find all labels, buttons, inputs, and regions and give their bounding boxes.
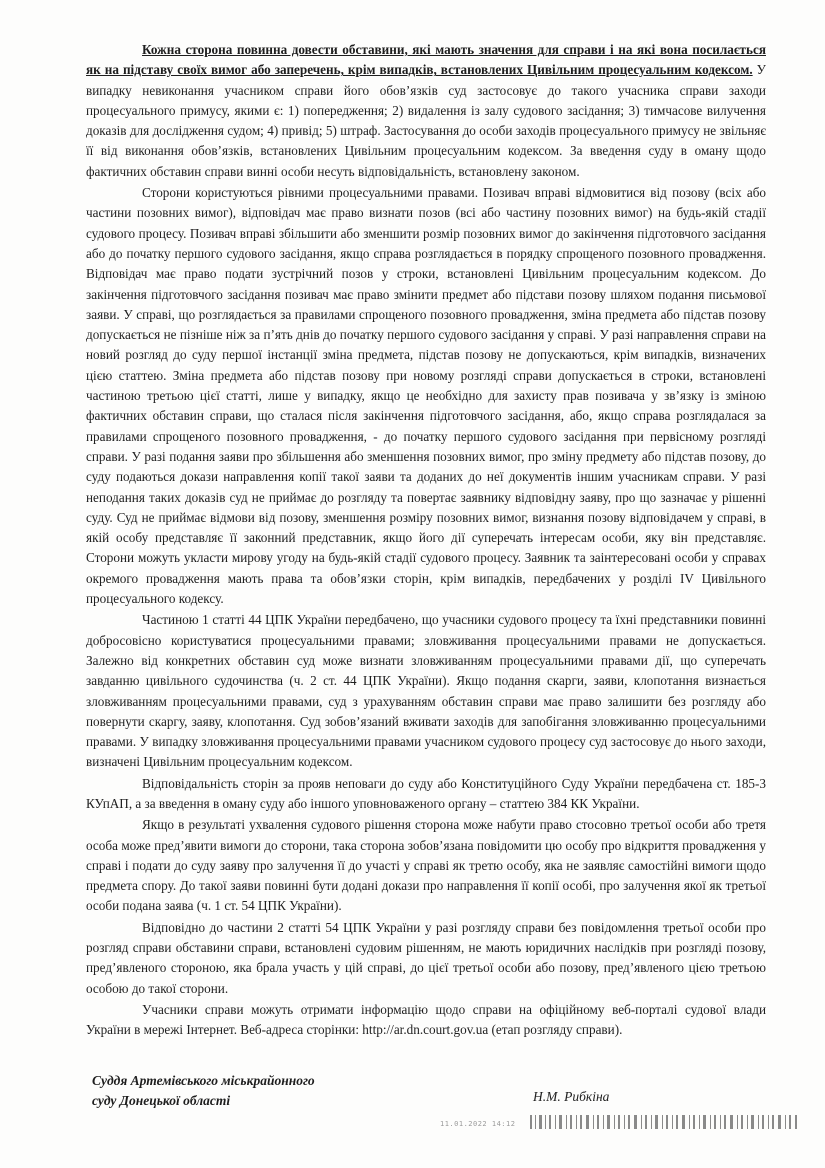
barcode-icon [530, 1113, 800, 1131]
paragraph-web-portal: Учасники справи можуть отримати інформацію щодо справи на офіційному веб-порталі судової влади України в мережі Інтернет. Веб-адреса сторінки: http://ar.dn.court.gov.ua (етап розгляду справи). [86, 1001, 766, 1038]
judge-name: Н.М. Рибкіна [533, 1089, 610, 1104]
paragraph-lead-emphasis: Кожна сторона повинна довести обставини, які мають значення для справи і на які вона посилається як на підставу своїх вимог або заперечень, крім випадків, встановлених Цивільним процесуальним кодексом. [86, 42, 766, 78]
paragraph-abuse-of-rights: Частиною 1 статті 44 ЦПК України передбачено, що учасники судового процесу та їхні представники повинні добросовісно користуватися процесуальними правами; зловживання процесуальними правами не допускається. Залежно від конкретних обставин суд може визнати зловживанням процесуальними правами дії, що суперечать завданню цивільного судочинства (ч. 2 ст. 44 ЦПК України). Якщо подання скарги, заяви, клопотання визнається зловживанням процесуальними правами, суд з урахуванням обставин справи має право залишити без розгляду або повернути скаргу, заяву, клопотання. Суд зобов’язаний вживати заходів для запобігання зловживанню процесуальними правами. У випадку зловживання процесуальними правами учасником судового процесу суд застосовує до нього заходи, визначені Цивільним процесуальним кодексом. [86, 612, 766, 770]
paragraph-party-rights: Сторони користуються рівними процесуальними правами. Позивач вправі відмовитися від позову (всіх або частини позовних вимог), відповідач має право визнати позов (всі або частину позовних вимог) на будь-якій стадії судового процесу. Позивач вправі збільшити або зменшити розмір позовних вимог до закінчення підготовчого засідання або до початку першого судового засідання, якщо справа розглядається в порядку спрощеного позовного провадження. Відповідач має право подати зустрічний позов у строки, встановлені Цивільним процесуальним кодексом. До закінчення підготовчого засідання позивач має право змінити предмет або підстави позову шляхом подання письмової заяви. У справі, що розглядається за правилами спрощеного позовного провадження, зміна предмета або підстав позову допускається не пізніше ніж за п’ять днів до початку першого судового засідання у справі. У разі направлення справи на новий розгляд до суду першої інстанції зміна предмета, підстав позову не допускаються, крім випадків, визначених цією статтею. Зміна предмета або підстав позову при новому розгляді справи допускається в строки, встановлені частиною третьою цієї статті, лише у випадку, якщо це необхідно для захисту прав позивача у зв’язку із зміною фактичних обставин справи, що сталася після закінчення підготовчого засідання, або, якщо справа розглядалася за правилами спрощеного позовного провадження, - до початку першого судового засідання при первісному розгляді справи. У разі подання заяви про збільшення або зменшення позовних вимог, про зміну предмету або підстав позову, до суду подаються докази направлення копії такої заяви та доданих до неї документів іншим учасникам справи. У разі неподання таких доказів суд не приймає до розгляду та повертає заявнику відповідну заяву, про що зазначає у рішенні суду. Суд не приймає відмови від позову, зменшення розміру позовних вимог, визнання позову відповідачем у справі, в якій особу представляє її законний представник, якщо його дії суперечать інтересам особи, яку він представляє. Сторони можуть укласти мирову угоду на будь-якій стадії судового процесу. Заявник та заінтересовані особи у справах окремого провадження мають права та обов’язки сторін, крім випадків, передбачених у розділі IV Цивільного процесуального кодексу. [86, 185, 766, 607]
paragraph-third-party: Якщо в результаті ухвалення судового рішення сторона може набути право стосовно третьої особи або третя особа може пред’явити вимоги до сторони, така сторона зобов’язана повідомити цю особу про відкриття провадження у справі і подати до суду заяву про залучення її до участі у справі як третю особу, яка не заявляє самостійні вимоги щодо предмета спору. До такої заяви повинні бути додані докази про направлення її копії особі, про залучення якої як третьої особи подана заява (ч. 1 ст. 54 ЦПК України). [86, 817, 766, 914]
document-body [86, 40, 766, 1041]
paragraph-obligations [86, 40, 766, 182]
paragraph-rest: У випадку невиконання учасником справи його обов’язків суд застосовує до такого учасника справи заходи процесуального примусу, якими є: 1) попередження; 2) видалення із залу судового засідання; 3) тимчасове вилучення доказів для дослідження судом; 4) привід; 5) штраф. Застосування до особи заходів процесуального примусу не звільняє її від виконання обов’язків, встановлених Цивільним процесуальним кодексом. За введення суду в оману щодо фактичних обставин справи винні особи несуть відповідальність, встановлену законом. [86, 62, 766, 179]
judge-signature-block [92, 1071, 412, 1111]
judge-title-line1: Суддя Артемівського міськрайонного [92, 1073, 315, 1088]
document-stamp-text: 11.01.2022 14:12 [440, 1120, 516, 1128]
paragraph-liability: Відповідальність сторін за прояв неповаги до суду або Конституційного Суду України передбачена ст. 185-3 КУпАП, а за введення в оману суду або іншого уповноваженого органу – статтею 384 КК України. [86, 775, 766, 811]
paragraph-third-party-consequences: Відповідно до частини 2 статті 54 ЦПК України у разі розгляду справи без повідомлення третьої особи про розгляд справи обставини справи, встановлені судовим рішенням, не мають юридичних наслідків при розгляді позову, пред’явленого стороною, яка брала участь у цій справі, до цієї третьої особи або позову, пред’явленого цією третьою особою до такої сторони. [86, 919, 766, 996]
judge-title-line2: суду Донецької області [92, 1093, 231, 1108]
